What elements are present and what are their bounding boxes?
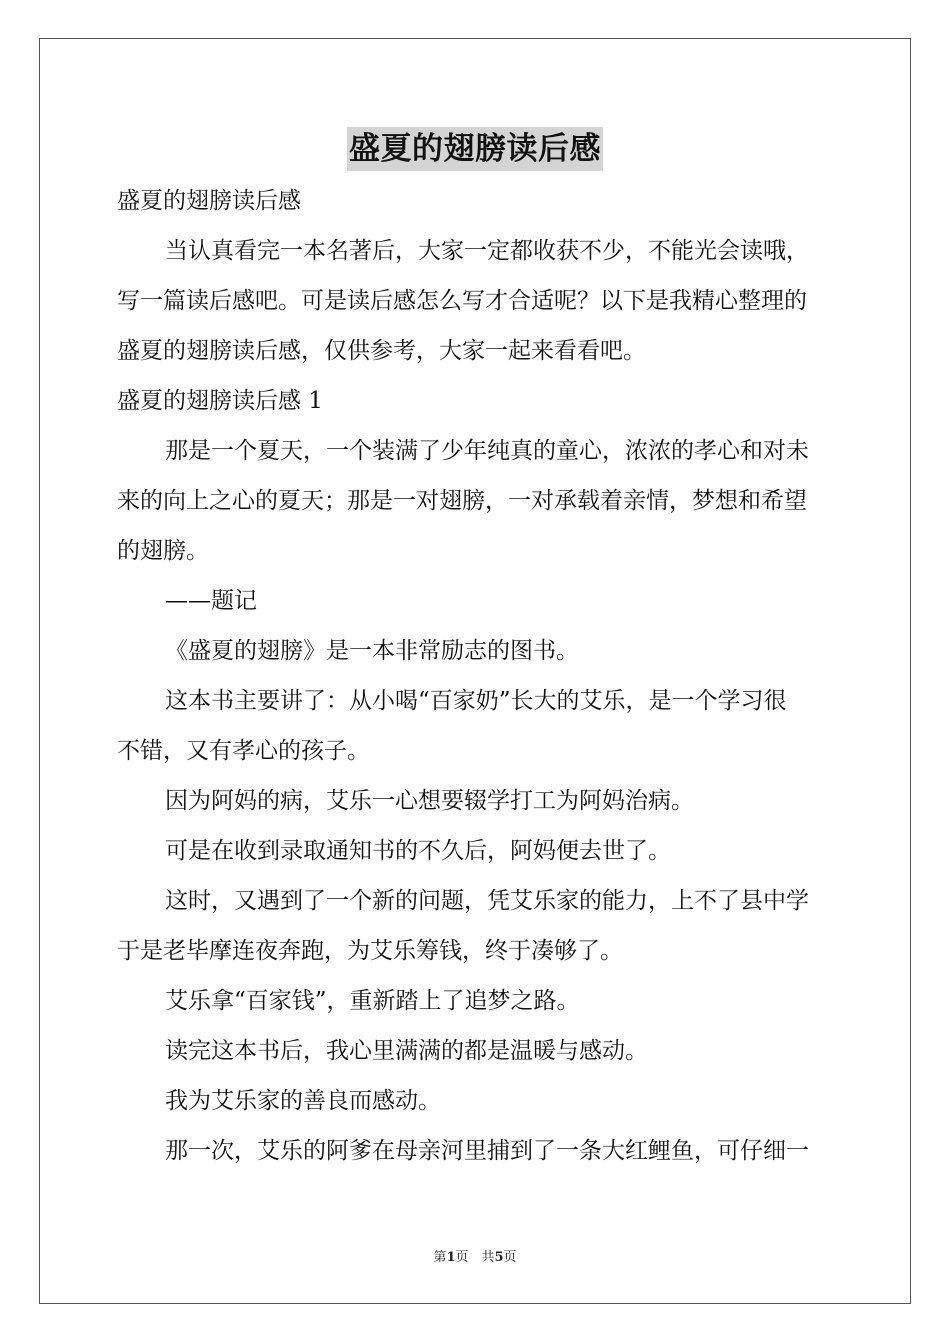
paragraph-line: 盛夏的翅膀读后感 1 — [117, 388, 323, 414]
paragraph-line: 这本书主要讲了：从小喝“百家奶”长大的艾乐，是一个学习很 — [165, 688, 787, 714]
paragraph-line: 不错，又有孝心的孩子。 — [117, 738, 370, 764]
paragraph-line: 《盛夏的翅膀》是一本非常励志的图书。 — [165, 638, 579, 664]
paragraph-line: 盛夏的翅膀读后感，仅供参考，大家一起来看看吧。 — [117, 338, 646, 364]
paragraph-line: 的翅膀。 — [117, 538, 209, 564]
paragraph-line: 我为艾乐家的善良而感动。 — [165, 1088, 441, 1114]
paragraph-line: 盛夏的翅膀读后感 — [117, 188, 301, 214]
footer-prefix: 第 — [433, 1250, 447, 1265]
paragraph-line: 可是在收到录取通知书的不久后，阿妈便去世了。 — [165, 838, 671, 864]
paragraph-line: 当认真看完一本名著后，大家一定都收获不少，不能光会读哦， — [165, 238, 809, 264]
paragraph-line: 因为阿妈的病，艾乐一心想要辍学打工为阿妈治病。 — [165, 788, 694, 814]
paragraph-line: 于是老毕摩连夜奔跑，为艾乐筹钱，终于凑够了。 — [117, 938, 623, 964]
paragraph-line: 写一篇读后感吧。可是读后感怎么写才合适呢？以下是我精心整理的 — [117, 288, 807, 314]
paragraph-line: ——题记 — [165, 588, 257, 614]
title-container — [0, 127, 950, 171]
document-title: 盛夏的翅膀读后感 — [347, 127, 603, 171]
footer-suffix: 页 — [503, 1250, 517, 1265]
paragraph-line: 那一次，艾乐的阿爹在母亲河里捕到了一条大红鲤鱼，可仔细一 — [165, 1138, 809, 1164]
page-footer — [0, 1246, 950, 1265]
paragraph-line: 那是一个夏天，一个装满了少年纯真的童心，浓浓的孝心和对未 — [165, 438, 809, 464]
paragraph-line: 这时，又遇到了一个新的问题，凭艾乐家的能力，上不了县中学 — [165, 888, 809, 914]
footer-total-pages: 5 — [494, 1250, 504, 1265]
paragraph-line: 读完这本书后，我心里满满的都是温暖与感动。 — [165, 1038, 648, 1064]
document-body — [117, 176, 833, 1176]
footer-mid: 页 共 — [455, 1250, 495, 1265]
footer-current-page: 1 — [446, 1250, 456, 1265]
paragraph-line: 艾乐拿“百家钱”，重新踏上了追梦之路。 — [165, 988, 580, 1014]
paragraph-line: 来的向上之心的夏天；那是一对翅膀，一对承载着亲情，梦想和希望 — [117, 488, 807, 514]
